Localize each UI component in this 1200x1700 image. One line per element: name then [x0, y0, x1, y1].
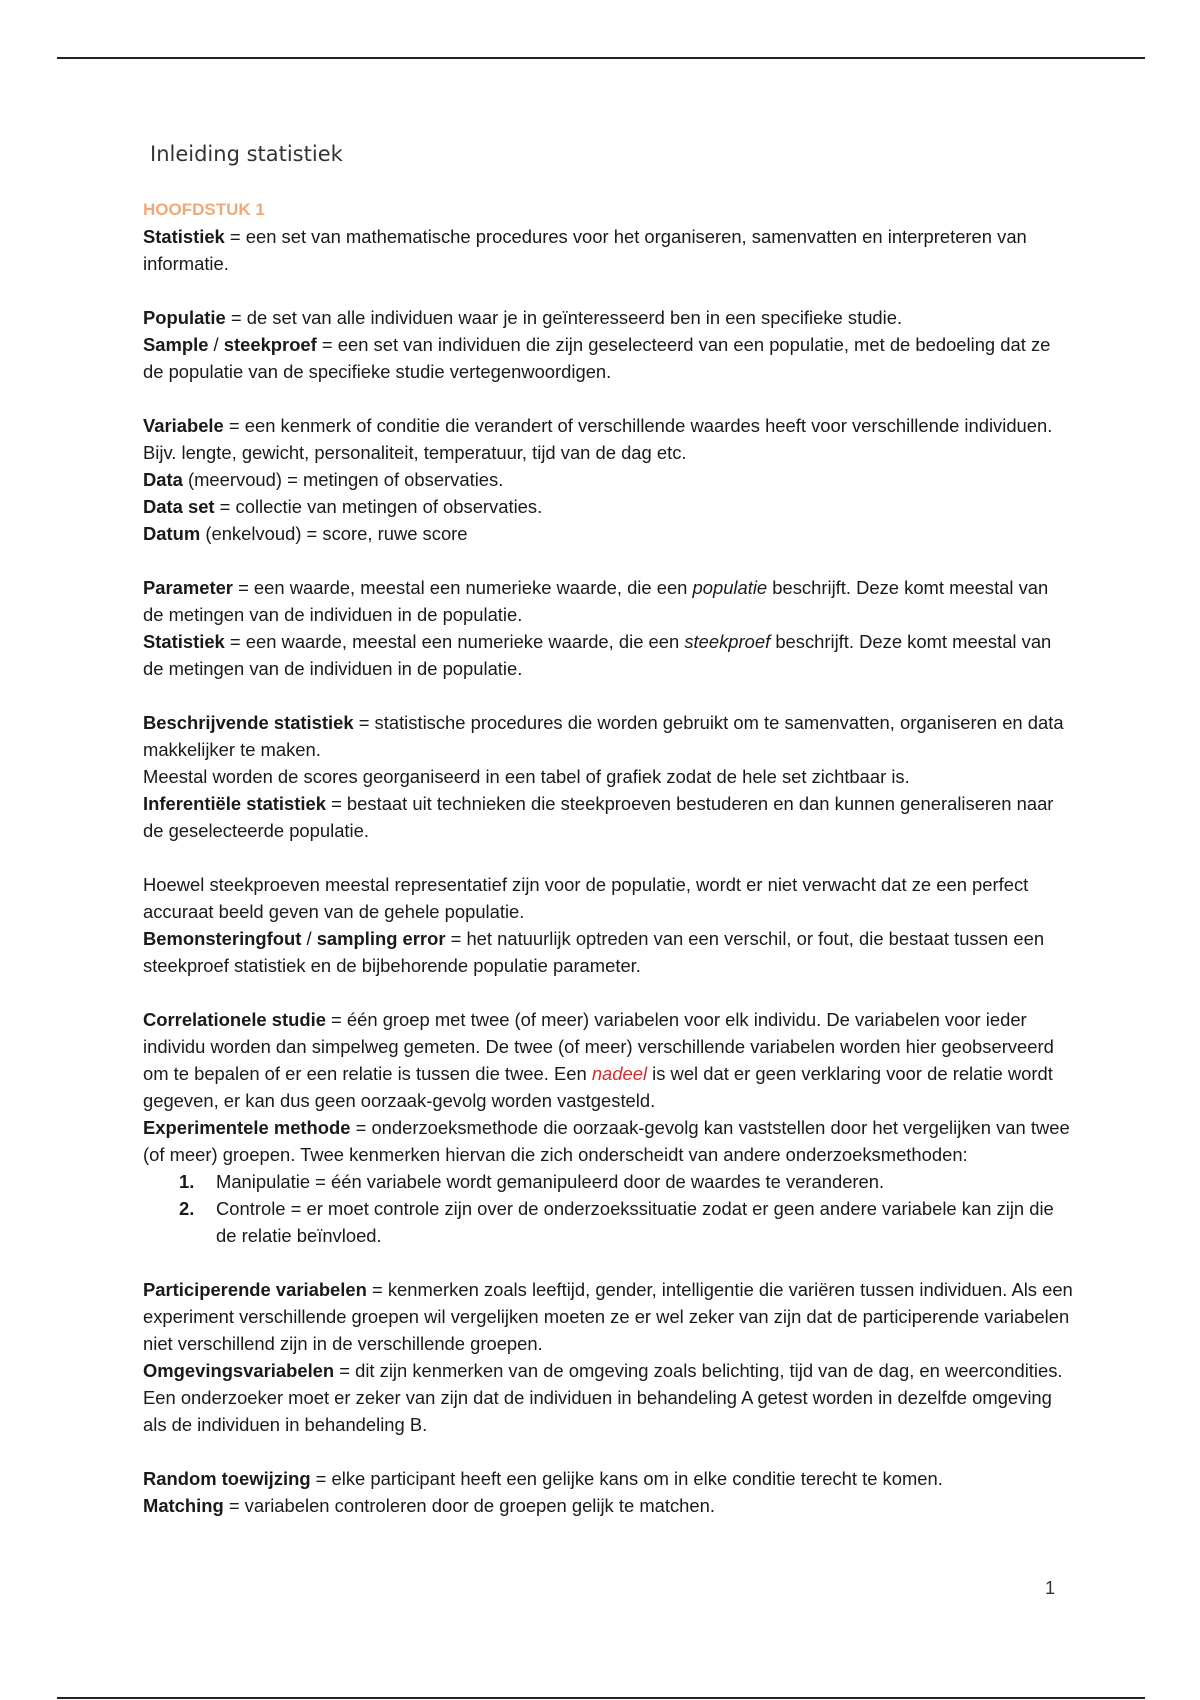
- term: Matching: [143, 1495, 224, 1516]
- term: Data: [143, 469, 183, 490]
- footer-rule: [57, 1697, 1145, 1699]
- term: Parameter: [143, 577, 233, 598]
- paragraph-sample: Sample / steekproef = een set van individuen die zijn geselecteerd van een populatie, met de bedoeling dat ze de populatie van de specifieke studie vertegenwoordigen.: [143, 334, 1051, 382]
- paragraph-bemonstering: Bemonsteringfout / sampling error = het natuurlijk optreden van een verschil, or fout, die bestaat tussen een steekproef statistiek en de bijbehorende populatie parameter.: [143, 928, 1045, 976]
- highlight-nadeel: nadeel: [591, 1063, 648, 1084]
- paragraph-experimenteel: Experimentele methode = onderzoeksmethode die oorzaak-gevolg kan vaststellen door het vergelijken van twee (of meer) groepen. Twee kenmerken hiervan die zich onderscheidt van andere onderzoeksmethoden:: [143, 1117, 1070, 1165]
- term: Beschrijvende statistiek: [143, 712, 354, 733]
- paragraph-dataset: Data set = collectie van metingen of observaties.: [143, 496, 543, 517]
- header-rule: [57, 57, 1145, 59]
- paragraph-variabele: Variabele = een kenmerk of conditie die verandert of verschillende waardes heeft voor verschillende individuen. Bijv. lengte, gewicht, personaliteit, temperatuur, tijd van de dag etc.: [143, 415, 1053, 463]
- document-title: Inleiding statistiek: [150, 142, 343, 166]
- term: Datum: [143, 523, 201, 544]
- term: Variabele: [143, 415, 224, 436]
- chapter-heading: HOOFDSTUK 1: [143, 200, 265, 219]
- term: sampling error: [316, 928, 446, 949]
- paragraph-statistiek: Statistiek = een set van mathematische procedures voor het organiseren, samenvatten en interpreteren van informatie.: [143, 226, 1027, 274]
- term: Populatie: [143, 307, 226, 328]
- paragraph-beschrijvend: Beschrijvende statistiek = statistische procedures die worden gebruikt om te samenvatten, organiseren en data makkelijker te maken.: [143, 712, 1064, 760]
- list-item: 1. Manipulatie = één variabele wordt gemanipuleerd door de waardes te veranderen.: [179, 1171, 885, 1192]
- term: Inferentiële statistiek: [143, 793, 326, 814]
- term: Statistiek: [143, 631, 225, 652]
- paragraph-matching: Matching = variabelen controleren door de groepen gelijk te matchen.: [143, 1495, 715, 1516]
- term: Bemonsteringfout: [143, 928, 302, 949]
- page-number: 1: [1045, 1578, 1056, 1598]
- term: Sample: [143, 334, 209, 355]
- term: Statistiek: [143, 226, 225, 247]
- term: Random toewijzing: [143, 1468, 311, 1489]
- paragraph-statistiek-2: Statistiek = een waarde, meestal een numerieke waarde, die een steekproef beschrijft. Deze komt meestal van de metingen van de individuen in de populatie.: [143, 631, 1052, 679]
- term: steekproef: [223, 334, 317, 355]
- paragraph-data: Data (meervoud) = metingen of observaties.: [143, 469, 504, 490]
- paragraph-omgeving: Omgevingsvariabelen = dit zijn kenmerken van de omgeving zoals belichting, tijd van de dag, en weercondities. Een onderzoeker moet er zeker van zijn dat de individuen in behandeling A getest worden in dezelfde omgeving als de individuen in behandeling B.: [143, 1360, 1063, 1435]
- document-body: [143, 196, 1073, 1519]
- term: Data set: [143, 496, 215, 517]
- term: Omgevingsvariabelen: [143, 1360, 335, 1381]
- paragraph-random: Random toewijzing = elke participant heeft een gelijke kans om in elke conditie terecht te komen.: [143, 1468, 943, 1489]
- term: Participerende variabelen: [143, 1279, 367, 1300]
- term: Experimentele methode: [143, 1117, 351, 1138]
- paragraph-datum: Datum (enkelvoud) = score, ruwe score: [143, 523, 468, 544]
- paragraph-parameter: Parameter = een waarde, meestal een numerieke waarde, die een populatie beschrijft. Deze komt meestal van de metingen van de individuen in de populatie.: [143, 577, 1049, 625]
- paragraph-correlationeel: Correlationele studie = één groep met twee (of meer) variabelen voor elk individu. De variabelen voor ieder individu worden dan simpelweg gemeten. De twee (of meer) verschillende variabelen worden hier geobserveerd om te bepalen of er een relatie is tussen die twee. Een nadeel is wel dat er geen verklaring voor de relatie wordt gegeven, er kan dus geen oorzaak-gevolg worden vastgesteld.: [143, 1009, 1054, 1111]
- list-item: 2. Controle = er moet controle zijn over de onderzoekssituatie zodat er geen andere variabele kan zijn die de relatie beïnvloed.: [179, 1198, 1054, 1246]
- kenmerken-list: [143, 1168, 1073, 1249]
- paragraph-meestal: Meestal worden de scores georganiseerd in een tabel of grafiek zodat de hele set zichtbaar is.: [143, 766, 910, 787]
- paragraph-populatie: Populatie = de set van alle individuen waar je in geïnteresseerd ben in een specifieke studie.: [143, 307, 903, 328]
- term: Correlationele studie: [143, 1009, 326, 1030]
- paragraph-hoewel: Hoewel steekproeven meestal representatief zijn voor de populatie, wordt er niet verwacht dat ze een perfect accuraat beeld geven van de gehele populatie.: [143, 874, 1029, 922]
- paragraph-inferentieel: Inferentiële statistiek = bestaat uit technieken die steekproeven bestuderen en dan kunnen generaliseren naar de geselecteerde populatie.: [143, 793, 1054, 841]
- paragraph-participerend: Participerende variabelen = kenmerken zoals leeftijd, gender, intelligentie die variëren tussen individuen. Als een experiment verschillende groepen wil vergelijken moeten ze er wel zeker van zijn dat de participerende variabelen niet verschillend zijn in de verschillende groepen.: [143, 1279, 1073, 1354]
